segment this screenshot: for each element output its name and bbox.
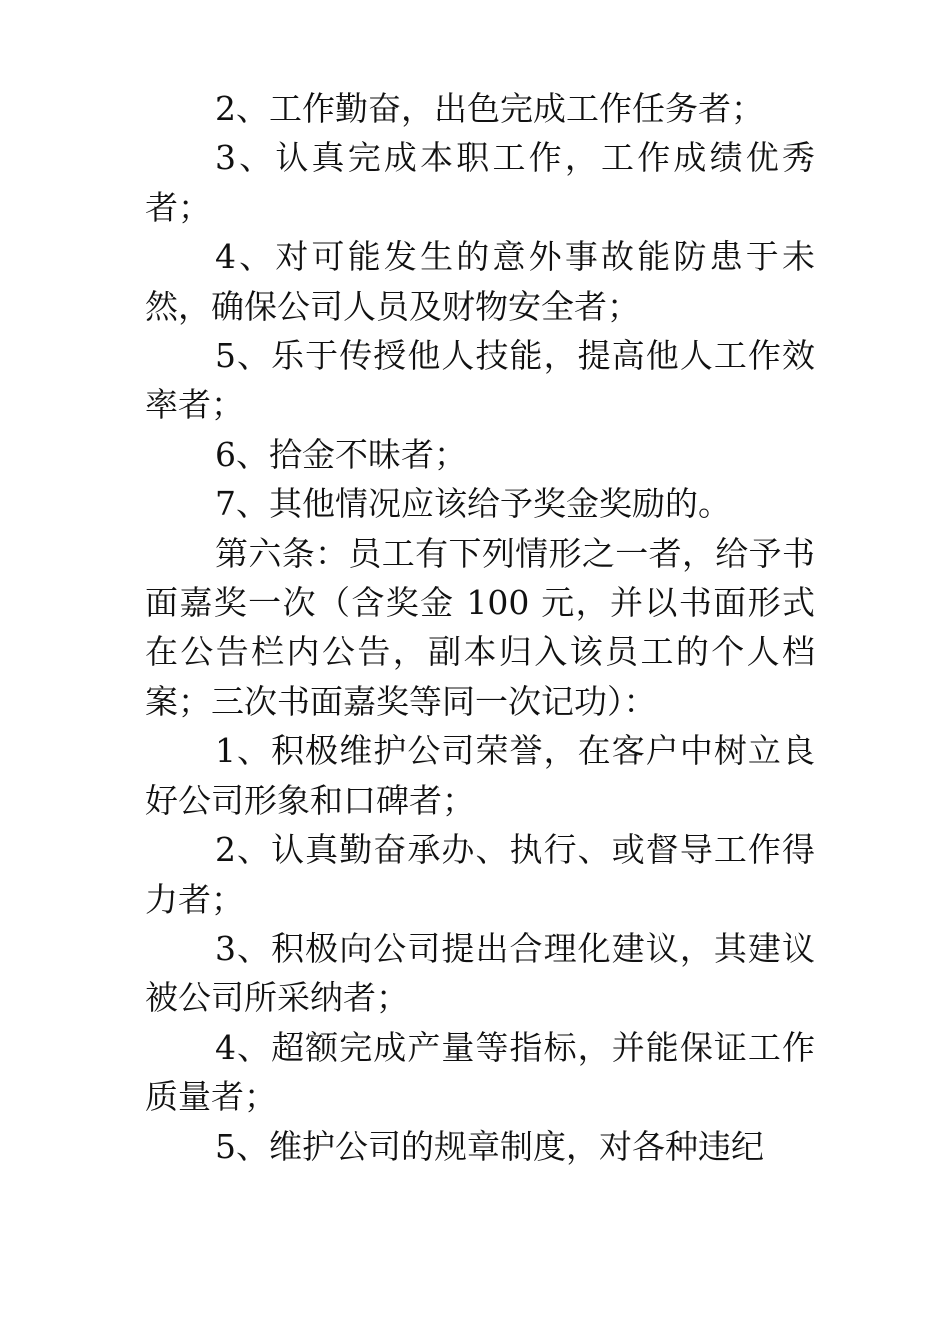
paragraph-item-3-conscientious: 3、认真完成本职工作，工作成绩优秀者； <box>145 138 815 227</box>
document-page <box>145 84 815 1171</box>
paragraph-article6-item-3: 3、积极向公司提出合理化建议，其建议被公司所采纳者； <box>145 928 815 1018</box>
paragraph-article6-item-5: 5、维护公司的规章制度，对各种违纪 <box>215 1126 764 1166</box>
paragraph-item-4-accident-prevention: 4、对可能发生的意外事故能防患于未然，确保公司人员及财物安全者； <box>145 237 815 326</box>
paragraph-item-5-teaching-skills: 5、乐于传授他人技能，提高他人工作效率者； <box>145 336 815 425</box>
paragraph-article6-item-2: 2、认真勤奋承办、执行、或督导工作得力者； <box>145 830 815 919</box>
paragraph-article6-item-4: 4、超额完成产量等指标，并能保证工作质量者； <box>145 1027 815 1117</box>
paragraph-item-6-honesty: 6、拾金不昧者； <box>215 434 467 474</box>
paragraph-article-6: 第六条：员工有下列情形之一者，给予书面嘉奖一次（含奖金 100 元，并以书面形式在公告栏内公告，副本归入该员工的个人档案；三次书面嘉奖等同一次记功）： <box>145 533 815 721</box>
paragraph-item-7-other: 7、其他情况应该给予奖金奖励的。 <box>215 484 731 524</box>
paragraph-item-2-diligent: 2、工作勤奋，出色完成工作任务者； <box>215 89 764 128</box>
paragraph-article6-item-1: 1、积极维护公司荣誉，在客户中树立良好公司形象和口碑者； <box>145 731 815 820</box>
